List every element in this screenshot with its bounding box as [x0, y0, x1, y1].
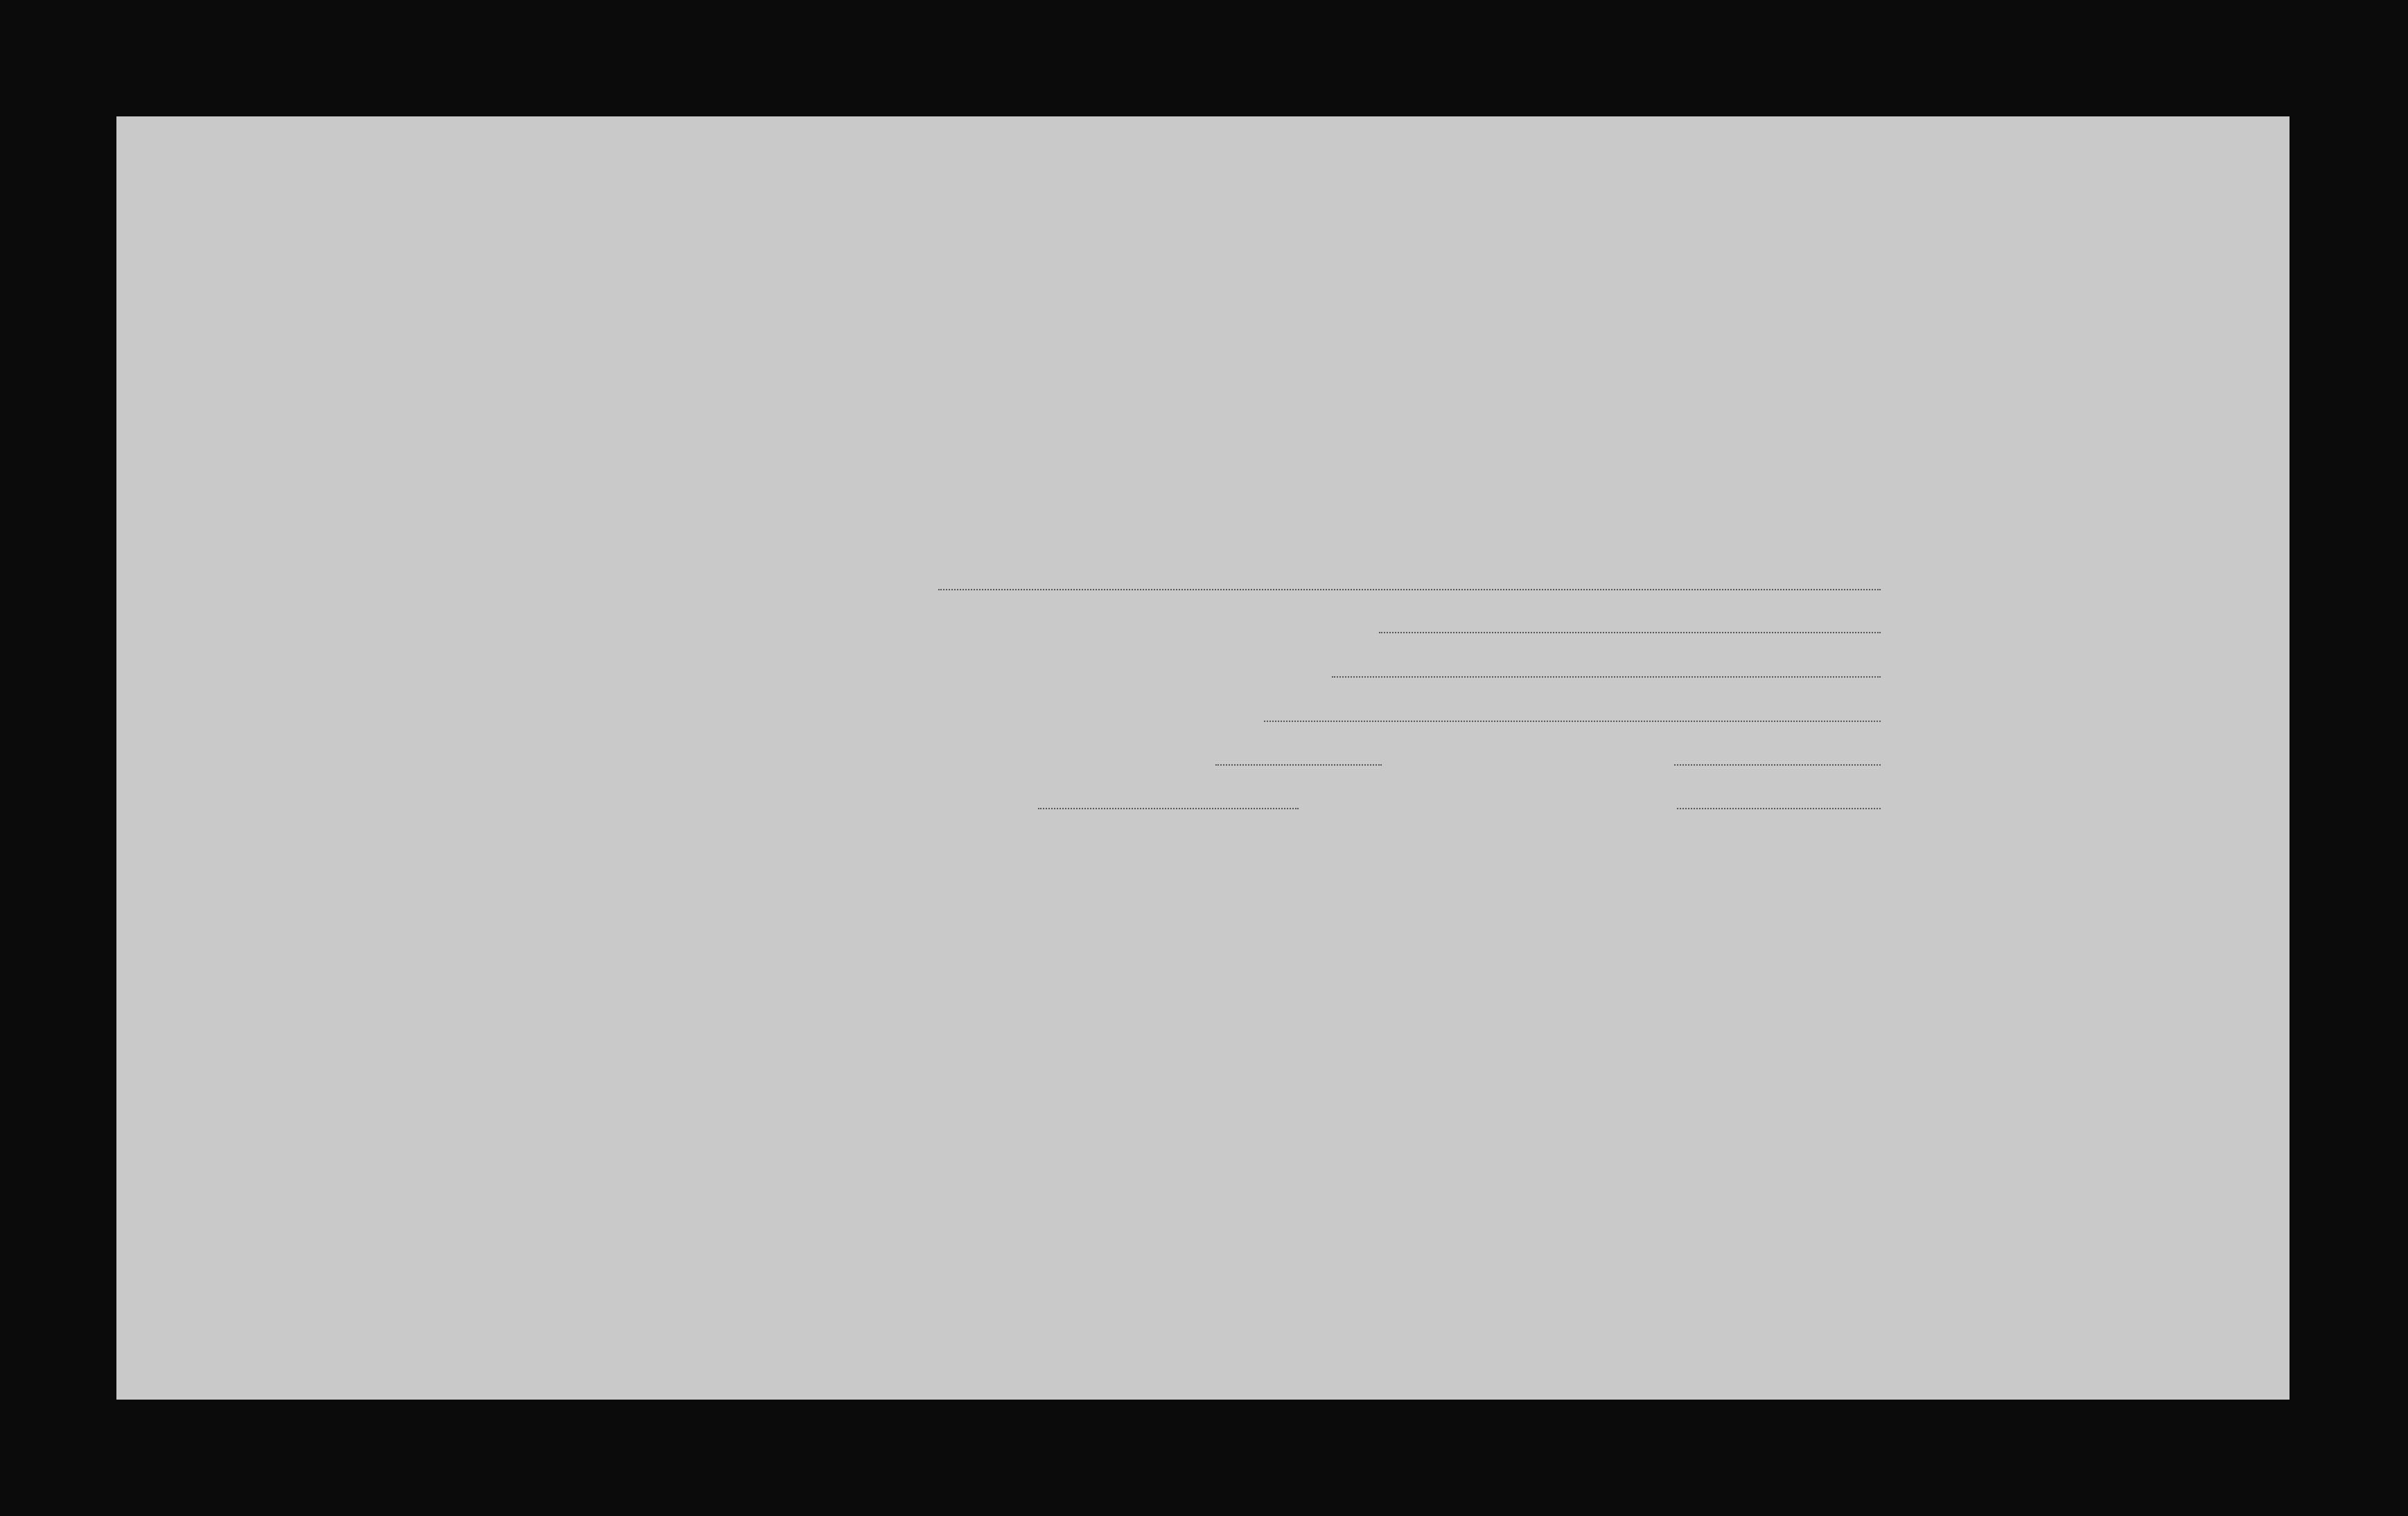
fill-line [938, 589, 1881, 590]
fill-line [1674, 764, 1881, 766]
men-total [1941, 711, 1962, 794]
nadel-label [153, 933, 195, 1037]
fill-line [1379, 632, 1881, 633]
fill-line [1677, 808, 1881, 809]
workers-label [377, 439, 432, 827]
fill-line [1215, 764, 1382, 766]
form-grid [116, 116, 2290, 1400]
men-label [1908, 721, 1928, 832]
fill-line [1038, 808, 1299, 809]
men-incl [1968, 687, 1989, 763]
vne-label [153, 1037, 195, 1140]
fill-line [1264, 721, 1881, 722]
itogo-ob [1978, 509, 1999, 606]
women-label [1908, 576, 1928, 687]
fill-line [1332, 676, 1881, 678]
women-incl [1971, 600, 1992, 683]
census-card [116, 116, 2290, 1400]
population-title [1883, 503, 1939, 891]
women-total [1938, 637, 1959, 715]
